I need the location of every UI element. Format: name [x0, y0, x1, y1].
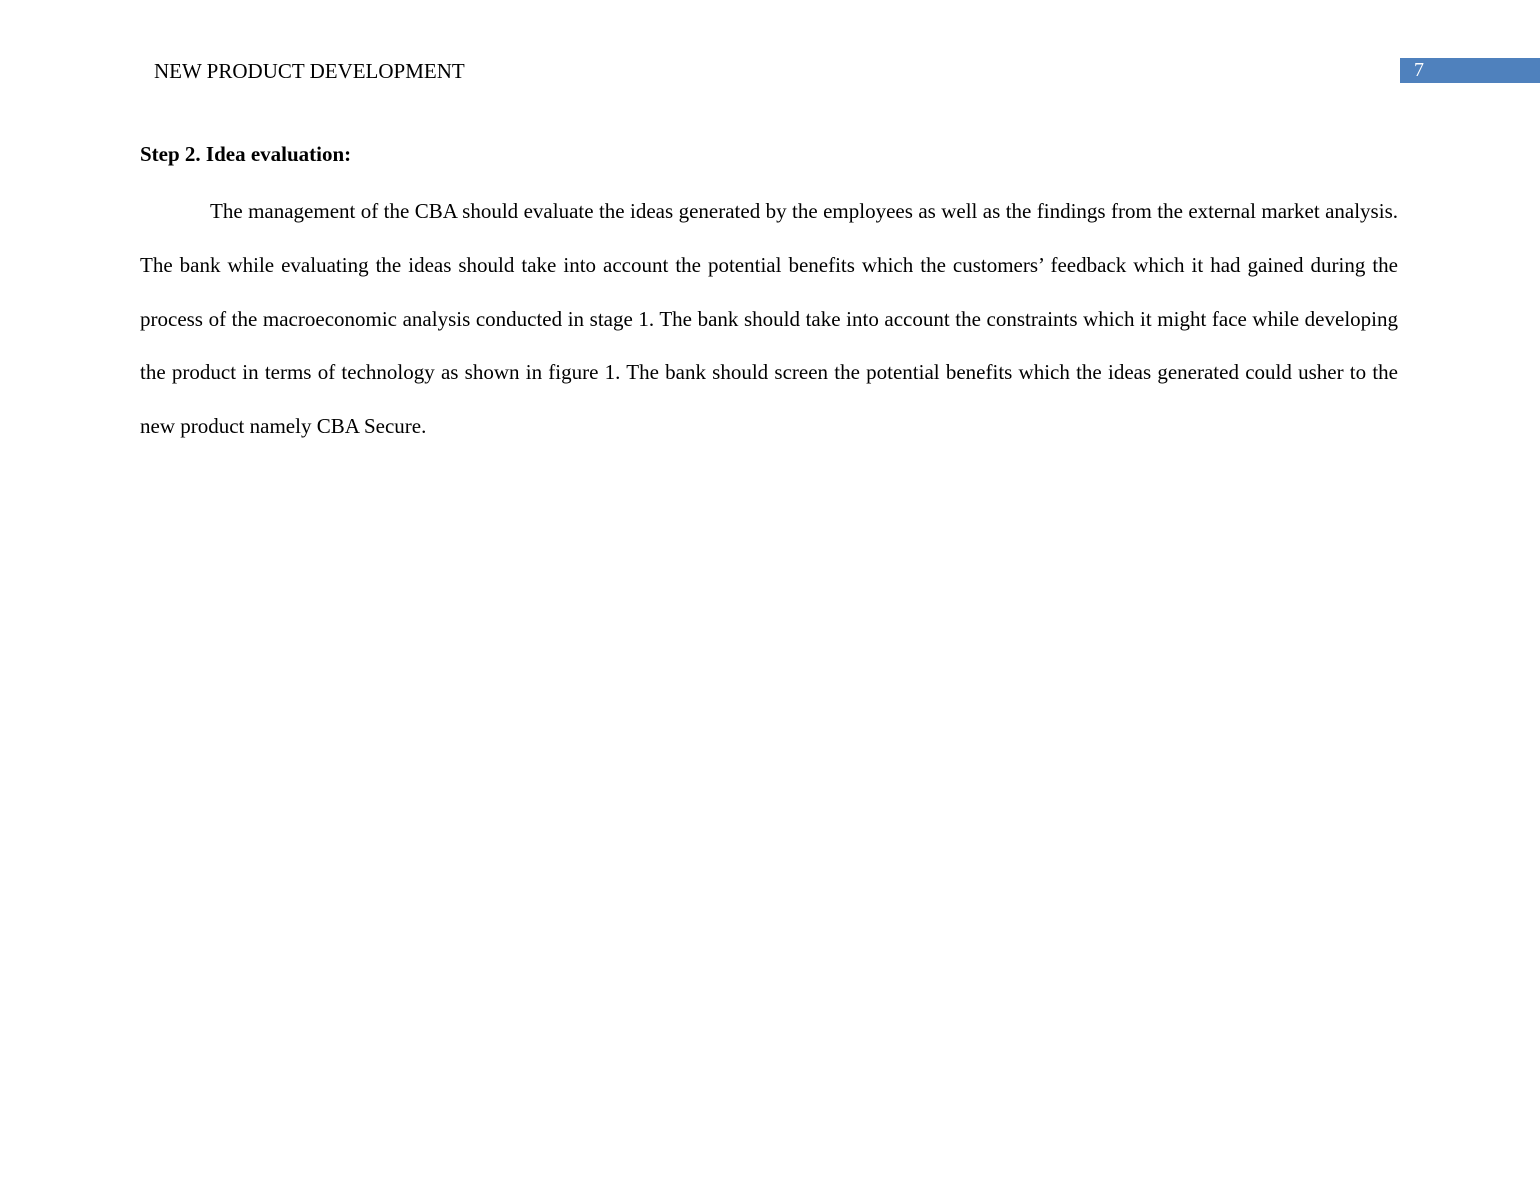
page-number: 7 [1400, 58, 1540, 83]
body-paragraph: The management of the CBA should evaluate the ideas generated by the employees as well as the findings from the external market analysis. The bank while evaluating the ideas should take into account the potential benefits which the customers’ feedback which it had gained during the process of the macroeconomic analysis conducted in stage 1. The bank should take into account the constraints which it might face while developing the product in terms of technology as shown in figure 1. The bank should screen the potential benefits which the ideas generated could usher to the new product namely CBA Secure. [140, 199, 1398, 438]
running-head: NEW PRODUCT DEVELOPMENT [154, 59, 465, 83]
section-heading: Step 2. Idea evaluation: [140, 142, 352, 166]
